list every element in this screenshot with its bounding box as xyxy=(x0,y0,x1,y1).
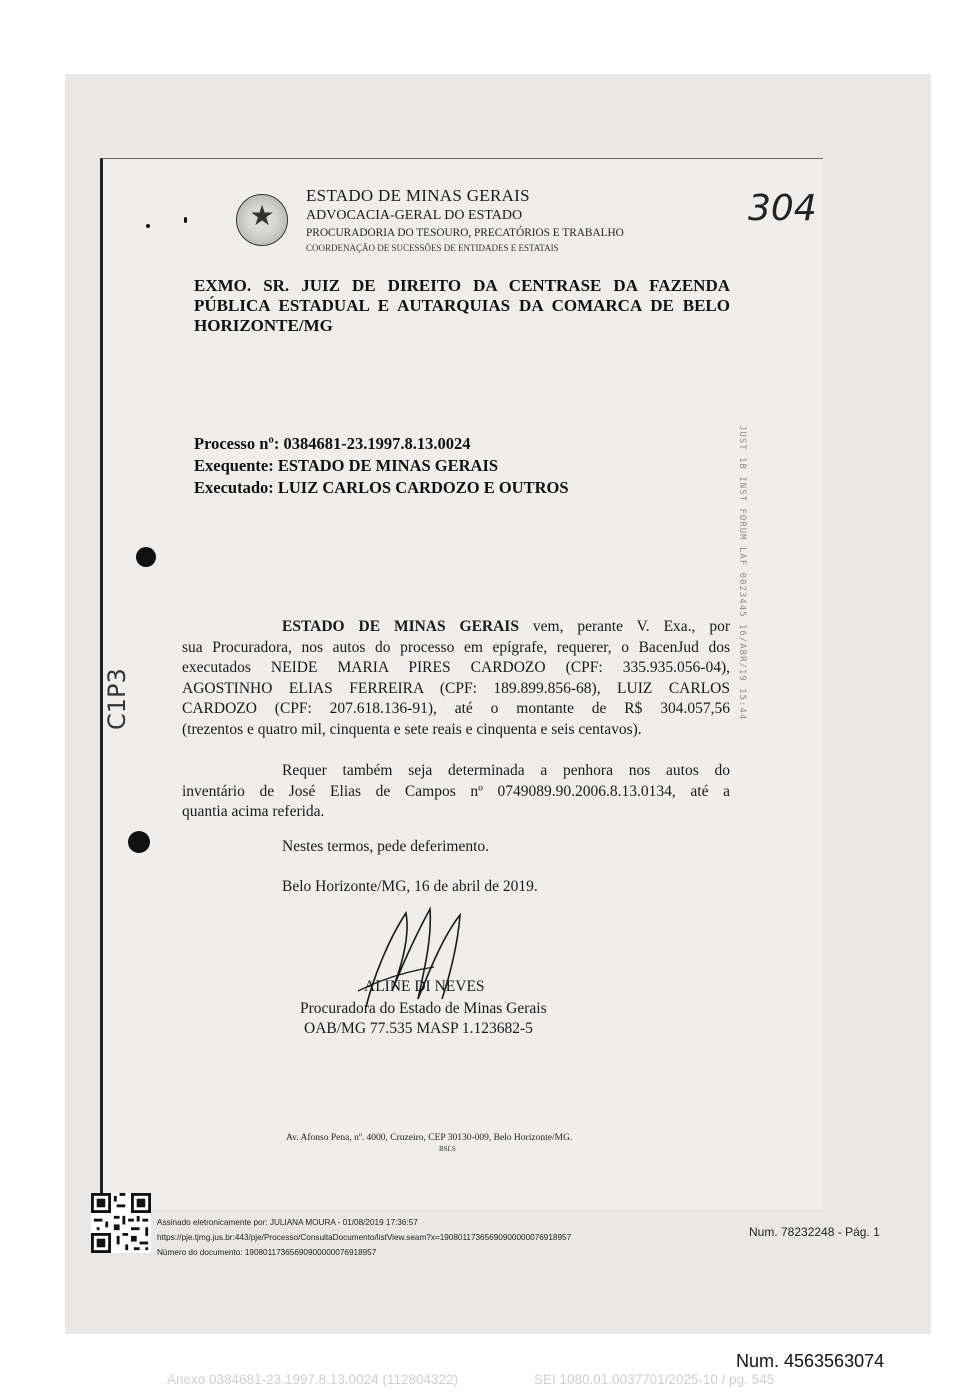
num-page-label: Num. 78232248 - Pág. 1 xyxy=(749,1225,880,1239)
paragraph-line: Requer também seja determinada a penhora nos autos do xyxy=(282,762,730,779)
footer-code: BSLS xyxy=(439,1145,456,1153)
paragraph-line: executados NEIDE MARIA PIRES CARDOZO (CPF: 335.935.056-04), xyxy=(182,659,730,677)
paragraph-line: quantia acima referida. xyxy=(182,803,325,821)
header-agency: ADVOCACIA-GERAL DO ESTADO xyxy=(306,208,523,223)
paragraph-text: vem, perante V. Exa., por xyxy=(518,618,730,635)
signer-registration: OAB/MG 77.535 MASP 1.123682-5 xyxy=(304,1020,533,1037)
protocol-stamp: JUST 1B INST FORUM LAF 0023445 16/ABR/19 15:44 xyxy=(737,425,747,721)
addressee-line: PÚBLICA ESTADUAL E AUTARQUIAS DA COMARCA DE BELO xyxy=(194,296,730,315)
anexo-reference: Anexo 0384681-23.1997.8.13.0024 (112804322) xyxy=(167,1372,459,1387)
paragraph-line: sua Procuradora, nos autos do processo em epígrafe, requerer, o BacenJud dos xyxy=(182,638,730,656)
paragraph-line: inventário de José Elias de Campos nº 0749089.90.2006.8.13.0134, até a xyxy=(182,782,730,800)
exequente: Exequente: ESTADO DE MINAS GERAIS xyxy=(194,456,499,475)
document-id: Num. 4563563074 xyxy=(736,1351,885,1371)
paragraph-line: CARDOZO (CPF: 207.618.136-91), até o montante de R$ 304.057,56 xyxy=(182,700,730,718)
closing-formula: Nestes termos, pede deferimento. xyxy=(282,838,490,855)
place-date: Belo Horizonte/MG, 16 de abril de 2019. xyxy=(282,878,538,895)
paragraph-line xyxy=(182,617,730,638)
handwritten-page-number: 304 xyxy=(748,188,817,229)
paragraph-line: AGOSTINHO ELIAS FERREIRA (CPF: 189.899.856-68), LUIZ CARLOS xyxy=(182,679,730,697)
footer-address: Av. Afonso Pena, nº. 4000, Cruzeiro, CEP 30130-009, Belo Horizonte/MG. xyxy=(286,1133,573,1143)
punch-hole xyxy=(136,547,156,567)
header-coordination: COORDENAÇÃO DE SUCESSÕES DE ENTIDADES E ESTATAIS xyxy=(306,243,559,253)
sei-reference: SEI 1080.01.0037701/2025-10 / pg. 545 xyxy=(534,1372,775,1387)
addressee-line: HORIZONTE/MG xyxy=(194,316,333,335)
request-paragraph xyxy=(182,617,730,741)
qr-code-icon xyxy=(91,1193,151,1253)
signer-name: ALINE DI NEVES xyxy=(364,978,485,995)
penhora-paragraph xyxy=(182,761,730,823)
punch-hole xyxy=(128,831,150,853)
process-number: Processo nº: 0384681-23.1997.8.13.0024 xyxy=(194,434,471,453)
verification-url[interactable]: https://pje.tjmg.jus.br:443/pje/Processo/ConsultaDocumento/listView.seam?x=19080117365690900000076918957 xyxy=(157,1233,572,1242)
header-state: ESTADO DE MINAS GERAIS xyxy=(306,186,530,205)
executado: Executado: LUIZ CARLOS CARDOZO E OUTROS xyxy=(194,478,569,497)
addressee-line: EXMO. SR. JUIZ DE DIREITO DA CENTRASE DA FAZENDA xyxy=(194,276,730,295)
state-seal-icon: ★ xyxy=(236,194,288,246)
signer-title: Procuradora do Estado de Minas Gerais xyxy=(300,1000,547,1017)
party-name: ESTADO DE MINAS GERAIS xyxy=(282,618,519,635)
margin-handwritten-note: C1P3 xyxy=(103,668,131,730)
scan-mark xyxy=(146,224,150,228)
document-number: Número do documento: 19080117365690900000076918957 xyxy=(157,1248,377,1257)
addressee-block xyxy=(194,276,730,336)
paragraph-line: (trezentos e quatro mil, cinquenta e sete reais e cinquenta e seis centavos). xyxy=(182,720,642,738)
header-department: PROCURADORIA DO TESOURO, PRECATÓRIOS E TRABALHO xyxy=(306,227,624,239)
scan-mark xyxy=(184,217,187,223)
signed-by: Assinado eletronicamente por: JULIANA MOURA - 01/08/2019 17:36:57 xyxy=(157,1218,418,1227)
